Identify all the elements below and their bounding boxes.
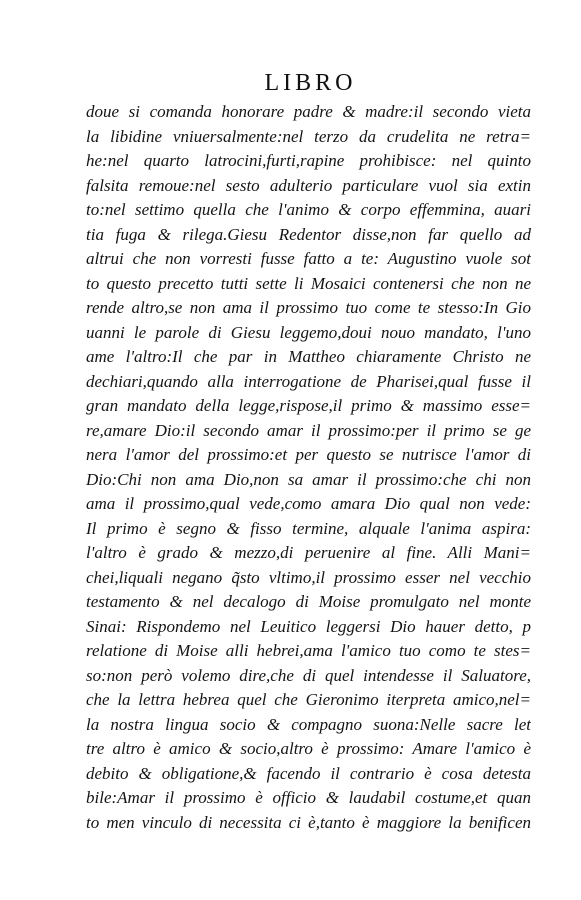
text-line: re,amare Dio:il secondo amar il prossimo:per il primo se ge (86, 420, 531, 440)
text-line: to men vinculo di necessita ci è,tanto è maggiore la benificen (86, 812, 531, 832)
text-line: Dio:Chi non ama Dio,non sa amar il prossimo:che chi non (86, 469, 531, 489)
text-line: he:nel quarto latrocini,furti,rapine prohibisce: nel quinto (86, 151, 531, 170)
text-line: nera l'amor del prossimo:et per questo se nutrisce l'amor di (86, 445, 531, 464)
text-line: ame l'altro:Il che par in Mattheo chiaramente Christo ne (86, 347, 531, 366)
text-line: che la lettra hebrea quel che Gieronimo iterpreta amico,nel= (86, 690, 531, 709)
text-line: gran mandato della legge,rispose,il primo & massimo esse= (86, 396, 531, 415)
text-line: falsita remoue:nel sesto adulterio particulare vuol sia extin (86, 175, 531, 195)
text-line: Sinai: Rispondemo nel Leuitico leggersi Dio hauer detto, p (86, 616, 531, 636)
text-line: ama il prossimo,qual vede,como amara Dio qual non vede: (86, 494, 531, 513)
text-line: chei,liquali negano q̃sto vltimo,il prossimo esser nel vecchio (86, 567, 531, 587)
text-line: tre altro è amico & socio,altro è prossimo: Amare l'amico è (86, 739, 531, 758)
text-line: uanni le parole di Giesu leggemo,doui nouo mandato, l'uno (86, 322, 531, 342)
text-line: la nostra lingua socio & compagno suona:Nelle sacre let (86, 714, 531, 734)
text-line: la libidine vniuersalmente:nel terzo da crudelita ne retra= (86, 126, 531, 146)
text-line: bile:Amar il prossimo è officio & laudabil costume,et quan (86, 788, 531, 807)
text-line: relatione di Moise alli hebrei,ama l'amico tuo como te stes= (86, 641, 531, 660)
text-line: so:non però volemo dire,che di quel intendesse il Saluatore, (86, 665, 531, 685)
text-line: to:nel settimo quella che l'animo & corpo effemmina, auari (86, 200, 531, 219)
text-line: l'altro è grado & mezzo,di peruenire al fine. Alli Mani= (86, 543, 531, 562)
text-line: to questo precetto tutti sette li Mosaici contenersi che non ne (86, 273, 531, 293)
text-line: dechiari,quando alla interrogatione de Pharisei,qual fusse il (86, 371, 531, 391)
text-line: tia fuga & rilega.Giesu Redentor disse,non far quello ad (86, 224, 531, 244)
text-line: debito & obligatione,& facendo il contrario è cosa detesta (86, 763, 531, 783)
text-line: rende altro,se non ama il prossimo tuo come te stesso:In Gio (86, 298, 531, 317)
running-head: LIBRO (264, 70, 357, 96)
text-line: doue si comanda honorare padre & madre:il secondo vieta (86, 102, 531, 121)
text-line: Il primo è segno & fisso termine, alquale l'anima aspira: (86, 518, 531, 538)
text-block (86, 100, 531, 835)
text-line: testamento & nel decalogo di Moise promulgato nel monte (86, 592, 531, 611)
text-line: altrui che non vorresti fusse fatto a te: Augustino vuole sot (86, 249, 531, 268)
